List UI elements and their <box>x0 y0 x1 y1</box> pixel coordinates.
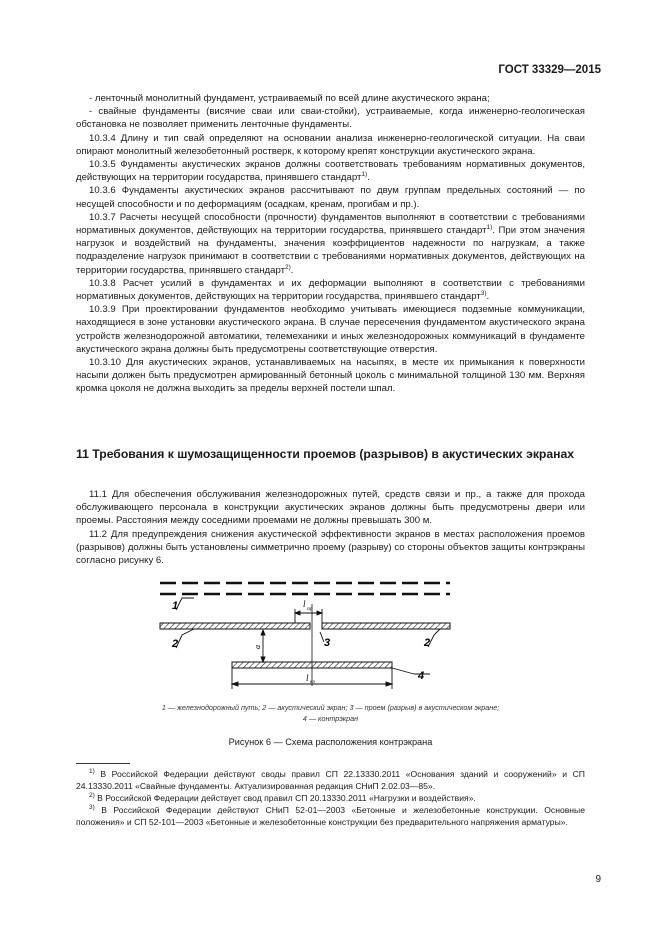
label-screen-right: 2 <box>424 637 431 649</box>
footnote <box>76 804 585 828</box>
footnote-divider <box>76 763 130 764</box>
paragraph <box>76 277 585 303</box>
paragraph: 10.3.6 Фундаменты акустических экранов рассчитывают по двум группам предельных состояний — по несущей способности и по деформациям (осадкам, кренам, прогибам и пр.). <box>76 185 585 210</box>
counter-screen-length-label: l <box>306 673 309 683</box>
opening-length-label: l <box>303 599 306 609</box>
footnote-text: В Российской Федерации действует свод правил СП 20.13330.2011 «Нагрузки и воздействия». <box>94 793 476 803</box>
footnote <box>76 792 585 804</box>
paragraph: 10.3.10 Для акустических экранов, устанавливаемых на насыпях, в месте их примыкания к поверхности насыпи должен быть предусмотрен армированный бетонный цоколь с минимальной толщиной 130 мм. Верхняя кромка цоколя не должна выходить за пределы верхней постели шпал. <box>76 357 585 395</box>
label-opening: 3 <box>324 637 331 649</box>
paragraph-text: 10.3.5 Фундаменты акустических экранов должны соответствовать требованиям нормативных документов, действующих на территории государства, принявшего стандарт <box>76 159 585 184</box>
footnote-ref: 3) <box>480 289 487 297</box>
paragraph: 11.1 Для обеспечения обслуживания железнодорожных путей, средств связи и пр., а также для прохода обслуживающего персонала в конструкции акустических экранов должны быть предусмотрены двери или проемы. Расстояния между соседними проемами не должны превышать 300 м. <box>76 489 585 527</box>
paragraph-text: При этом значения нагрузок и воздействий на фундаменты, значения коэффициентов надежности по нагрузкам, а также подразделение нагрузок принимают в соответствии с требованиями нормативных документов, действующих на территории государства, принявшего стандарт <box>76 225 585 276</box>
body-text <box>76 92 585 396</box>
figure-legend <box>100 702 561 724</box>
footnote-ref: 1) <box>361 171 368 179</box>
document-code: ГОСТ 33329—2015 <box>498 64 601 76</box>
footnote <box>76 768 585 792</box>
paragraph: - свайные фундаменты (висячие сваи или сваи-стойки), устраиваемые, когда инженерно-геологическая обстановка не позволяет применить ленточные фундаменты. <box>76 106 585 131</box>
paragraph: - ленточный монолитный фундамент, устраиваемый по всей длине акустического экрана; <box>89 93 490 104</box>
paragraph <box>76 211 585 277</box>
paragraph-text: 10.3.7 Расчеты несущей способности (прочности) фундаментов выполняют в соответствии с требованиями нормативных документов, действующих на территории государства, принявшего стандарт <box>76 211 585 237</box>
period: . <box>492 225 495 237</box>
paragraph: 10.3.4 Длину и тип свай определяют на основании анализа инженерно-геологической ситуации. На сваи опирают монолитный железобетонный ростверк, к которому крепят конструкции акустического экрана. <box>76 132 585 157</box>
railway-track <box>160 583 450 594</box>
footnote-ref: 2) <box>284 263 291 271</box>
footnote-mark: 1) <box>89 768 95 776</box>
period: . <box>290 264 294 276</box>
period: . <box>486 291 490 303</box>
legend-line: 1 — железнодорожный путь; 2 — акустический экран; 3 — проем (разрыв) в акустическом экране; <box>161 703 500 712</box>
paragraph: 11.2 Для предупреждения снижения акустической эффективности экранов в местах расположения проемов (разрывов) должны быть установлены симметрично проему (разрыву) со стороны объектов защиты контрэкраны согласно рисунку 6. <box>76 528 585 567</box>
paragraph: 10.3.9 При проектировании фундаментов необходимо учитывать имеющиеся подземные коммуникации, находящиеся в зоне установки акустического экрана. В случае пересечения фундаментом акустического экрана устройств железнодорожной автоматики, телемеханики и иных железнодорожных коммуникаций в фундаменте акустического экрана должны быть предусмотрены соответствующие отверстия. <box>76 304 585 355</box>
paragraph <box>76 158 585 184</box>
footnotes <box>76 768 585 828</box>
page-number: 9 <box>595 874 601 885</box>
acoustic-screen-right <box>322 623 450 629</box>
footnote-ref: 1) <box>486 223 493 231</box>
label-counter-screen: 4 <box>418 670 425 682</box>
acoustic-screen-left <box>160 623 310 629</box>
label-screen-left: 2 <box>172 638 179 650</box>
footnote-mark: 2) <box>89 792 95 800</box>
figure-6-diagram <box>150 574 510 694</box>
label-railway: 1 <box>172 600 179 612</box>
period: . <box>367 172 370 184</box>
figure-caption: Рисунок 6 — Схема расположения контрэкрана <box>228 737 433 747</box>
section-text <box>76 488 585 567</box>
footnote-mark: 3) <box>89 804 95 812</box>
opening-length-subscript: пр <box>307 606 313 612</box>
paragraph-text: 10.3.8 Расчет усилий в фундаментах и их деформации выполняют в соответствии с требованиями нормативных документов, действующих на территории государства, принявшего стандарт <box>76 277 585 303</box>
section-title: 11 Требования к шумозащищенности проемов (разрывов) в акустических экранах <box>76 447 575 461</box>
legend-line: 4 — контрэкран <box>302 714 359 723</box>
counter-screen-length-subscript: кэ <box>310 679 315 685</box>
gap-label: a <box>253 645 262 649</box>
footnote-text: В Российской Федерации действуют СНиП 52-01—2003 «Бетонные и железобетонные конструкции. Основные положения» и СП 52-101—2003 «Бетонные и железобетонные конструкции без предварительного напряжения арматуры». <box>76 805 585 827</box>
footnote-text: В Российской Федерации действуют своды правил СП 22.13330.2011 «Основания зданий и сооружений» и СП 24.13330.2011 «Свайные фундаменты. Актуализированная редакция СНиП 2.02.03—85». <box>76 769 585 791</box>
